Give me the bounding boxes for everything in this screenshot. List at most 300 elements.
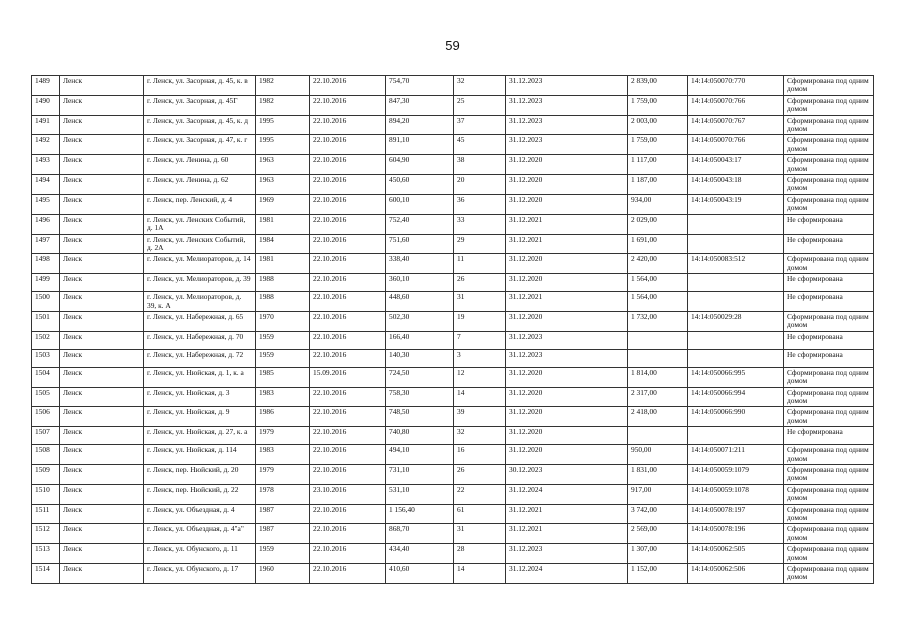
- residents-cell: 32: [454, 427, 506, 445]
- land-area-cell: 950,00: [628, 445, 688, 465]
- address-cell: г. Ленск, ул. Объездная, д. 4: [144, 504, 256, 524]
- build-year-cell: 1983: [256, 445, 310, 465]
- cadastral-number-cell: 14:14:050070:767: [688, 115, 784, 135]
- address-cell: г. Ленск, ул. Нюйская, д. 3: [144, 387, 256, 407]
- deadline-cell: 31.12.2020: [506, 194, 628, 214]
- date-cell: 22.10.2016: [310, 175, 386, 195]
- date-cell: 22.10.2016: [310, 544, 386, 564]
- table-row: [32, 311, 874, 331]
- land-status-cell: Не сформирована: [784, 292, 874, 312]
- land-status-cell: Сформирована под одним домом: [784, 564, 874, 584]
- deadline-cell: 31.12.2023: [506, 331, 628, 349]
- row-number-cell: 1502: [32, 331, 60, 349]
- cadastral-number-cell: 14:14:050062:506: [688, 564, 784, 584]
- land-area-cell: [628, 427, 688, 445]
- table-row: [32, 465, 874, 485]
- land-status-cell: Сформирована под одним домом: [784, 465, 874, 485]
- area-cell: 894,20: [386, 115, 454, 135]
- table-row: [32, 484, 874, 504]
- date-cell: 22.10.2016: [310, 524, 386, 544]
- address-cell: г. Ленск, ул. Мелиораторов, д. 39, к. А: [144, 292, 256, 312]
- locality-cell: Ленск: [60, 155, 144, 175]
- land-status-cell: Сформирована под одним домом: [784, 407, 874, 427]
- residents-cell: 25: [454, 95, 506, 115]
- locality-cell: Ленск: [60, 331, 144, 349]
- residents-cell: 36: [454, 194, 506, 214]
- row-number-cell: 1512: [32, 524, 60, 544]
- build-year-cell: 1988: [256, 274, 310, 292]
- locality-cell: Ленск: [60, 524, 144, 544]
- land-status-cell: Сформирована под одним домом: [784, 544, 874, 564]
- build-year-cell: 1960: [256, 564, 310, 584]
- date-cell: 22.10.2016: [310, 292, 386, 312]
- cadastral-number-cell: 14:14:050059:1078: [688, 484, 784, 504]
- locality-cell: Ленск: [60, 445, 144, 465]
- residents-cell: 45: [454, 135, 506, 155]
- land-area-cell: 1 564,00: [628, 292, 688, 312]
- cadastral-number-cell: 14:14:050083:512: [688, 254, 784, 274]
- table-row: [32, 95, 874, 115]
- locality-cell: Ленск: [60, 484, 144, 504]
- build-year-cell: 1963: [256, 175, 310, 195]
- land-status-cell: Сформирована под одним домом: [784, 387, 874, 407]
- row-number-cell: 1501: [32, 311, 60, 331]
- address-cell: г. Ленск, ул. Засорная, д. 47, к. г: [144, 135, 256, 155]
- deadline-cell: 31.12.2020: [506, 445, 628, 465]
- date-cell: 22.10.2016: [310, 564, 386, 584]
- date-cell: 22.10.2016: [310, 214, 386, 234]
- date-cell: 22.10.2016: [310, 95, 386, 115]
- land-status-cell: Не сформирована: [784, 234, 874, 254]
- land-status-cell: Сформирована под одним домом: [784, 76, 874, 96]
- locality-cell: Ленск: [60, 115, 144, 135]
- deadline-cell: 31.12.2020: [506, 175, 628, 195]
- build-year-cell: 1984: [256, 234, 310, 254]
- area-cell: 891,10: [386, 135, 454, 155]
- locality-cell: Ленск: [60, 387, 144, 407]
- date-cell: 22.10.2016: [310, 349, 386, 367]
- locality-cell: Ленск: [60, 175, 144, 195]
- address-cell: г. Ленск, ул. Набережная, д. 65: [144, 311, 256, 331]
- land-status-cell: Сформирована под одним домом: [784, 155, 874, 175]
- cadastral-number-cell: [688, 349, 784, 367]
- locality-cell: Ленск: [60, 234, 144, 254]
- address-cell: г. Ленск, ул. Ленских Событий, д. 1А: [144, 214, 256, 234]
- address-cell: г. Ленск, ул. Засорная, д. 45, к. д: [144, 115, 256, 135]
- locality-cell: Ленск: [60, 292, 144, 312]
- area-cell: 751,60: [386, 234, 454, 254]
- date-cell: 22.10.2016: [310, 274, 386, 292]
- address-cell: г. Ленск, пер. Нюйский, д. 22: [144, 484, 256, 504]
- cadastral-number-cell: 14:14:050078:196: [688, 524, 784, 544]
- cadastral-number-cell: 14:14:050059:1079: [688, 465, 784, 485]
- deadline-cell: 31.12.2023: [506, 76, 628, 96]
- deadline-cell: 31.12.2020: [506, 311, 628, 331]
- build-year-cell: 1982: [256, 76, 310, 96]
- land-status-cell: Сформирована под одним домом: [784, 135, 874, 155]
- deadline-cell: 31.12.2020: [506, 387, 628, 407]
- build-year-cell: 1981: [256, 214, 310, 234]
- date-cell: 23.10.2016: [310, 484, 386, 504]
- deadline-cell: 31.12.2021: [506, 504, 628, 524]
- locality-cell: Ленск: [60, 95, 144, 115]
- build-year-cell: 1963: [256, 155, 310, 175]
- cadastral-number-cell: 14:14:050066:994: [688, 387, 784, 407]
- land-status-cell: Не сформирована: [784, 331, 874, 349]
- build-year-cell: 1959: [256, 349, 310, 367]
- locality-cell: Ленск: [60, 194, 144, 214]
- date-cell: 22.10.2016: [310, 387, 386, 407]
- area-cell: 752,40: [386, 214, 454, 234]
- row-number-cell: 1508: [32, 445, 60, 465]
- area-cell: 847,30: [386, 95, 454, 115]
- locality-cell: Ленск: [60, 504, 144, 524]
- address-cell: г. Ленск, пер. Ленский, д. 4: [144, 194, 256, 214]
- residents-cell: 7: [454, 331, 506, 349]
- land-status-cell: Сформирована под одним домом: [784, 175, 874, 195]
- residents-cell: 33: [454, 214, 506, 234]
- land-area-cell: 1 564,00: [628, 274, 688, 292]
- row-number-cell: 1490: [32, 95, 60, 115]
- row-number-cell: 1511: [32, 504, 60, 524]
- address-cell: г. Ленск, ул. Нюйская, д. 9: [144, 407, 256, 427]
- address-cell: г. Ленск, ул. Набережная, д. 70: [144, 331, 256, 349]
- area-cell: 868,70: [386, 524, 454, 544]
- build-year-cell: 1986: [256, 407, 310, 427]
- land-area-cell: 2 029,00: [628, 214, 688, 234]
- locality-cell: Ленск: [60, 465, 144, 485]
- cadastral-number-cell: 14:14:050070:770: [688, 76, 784, 96]
- date-cell: 22.10.2016: [310, 311, 386, 331]
- deadline-cell: 31.12.2020: [506, 427, 628, 445]
- build-year-cell: 1983: [256, 387, 310, 407]
- row-number-cell: 1506: [32, 407, 60, 427]
- table-row: [32, 274, 874, 292]
- row-number-cell: 1491: [32, 115, 60, 135]
- land-area-cell: 1 187,00: [628, 175, 688, 195]
- residents-cell: 11: [454, 254, 506, 274]
- deadline-cell: 31.12.2023: [506, 115, 628, 135]
- deadline-cell: 31.12.2021: [506, 214, 628, 234]
- build-year-cell: 1978: [256, 484, 310, 504]
- area-cell: 731,10: [386, 465, 454, 485]
- land-area-cell: 934,00: [628, 194, 688, 214]
- table-row: [32, 387, 874, 407]
- table-row: [32, 367, 874, 387]
- deadline-cell: 31.12.2021: [506, 234, 628, 254]
- row-number-cell: 1513: [32, 544, 60, 564]
- land-area-cell: 1 691,00: [628, 234, 688, 254]
- area-cell: 450,60: [386, 175, 454, 195]
- cadastral-number-cell: [688, 234, 784, 254]
- table-row: [32, 524, 874, 544]
- land-area-cell: 1 759,00: [628, 95, 688, 115]
- cadastral-number-cell: 14:14:050066:990: [688, 407, 784, 427]
- deadline-cell: 31.12.2021: [506, 292, 628, 312]
- address-cell: г. Ленск, ул. Обунского, д. 17: [144, 564, 256, 584]
- row-number-cell: 1510: [32, 484, 60, 504]
- build-year-cell: 1985: [256, 367, 310, 387]
- date-cell: 22.10.2016: [310, 427, 386, 445]
- area-cell: 724,50: [386, 367, 454, 387]
- land-status-cell: Сформирована под одним домом: [784, 445, 874, 465]
- deadline-cell: 31.12.2020: [506, 407, 628, 427]
- build-year-cell: 1987: [256, 524, 310, 544]
- row-number-cell: 1496: [32, 214, 60, 234]
- residents-cell: 38: [454, 155, 506, 175]
- land-status-cell: Сформирована под одним домом: [784, 484, 874, 504]
- locality-cell: Ленск: [60, 254, 144, 274]
- address-cell: г. Ленск, ул. Набережная, д. 72: [144, 349, 256, 367]
- row-number-cell: 1514: [32, 564, 60, 584]
- area-cell: 434,40: [386, 544, 454, 564]
- deadline-cell: 31.12.2020: [506, 155, 628, 175]
- area-cell: 531,10: [386, 484, 454, 504]
- table-row: [32, 234, 874, 254]
- address-cell: г. Ленск, ул. Засорная, д. 45, к. в: [144, 76, 256, 96]
- land-status-cell: Не сформирована: [784, 427, 874, 445]
- table-row: [32, 564, 874, 584]
- row-number-cell: 1503: [32, 349, 60, 367]
- table-row: [32, 331, 874, 349]
- locality-cell: Ленск: [60, 407, 144, 427]
- locality-cell: Ленск: [60, 544, 144, 564]
- address-cell: г. Ленск, ул. Ленина, д. 60: [144, 155, 256, 175]
- residents-cell: 28: [454, 544, 506, 564]
- cadastral-number-cell: 14:14:050071:211: [688, 445, 784, 465]
- locality-cell: Ленск: [60, 367, 144, 387]
- land-area-cell: 1 759,00: [628, 135, 688, 155]
- build-year-cell: 1995: [256, 135, 310, 155]
- area-cell: 166,40: [386, 331, 454, 349]
- area-cell: 748,50: [386, 407, 454, 427]
- table-row: [32, 445, 874, 465]
- area-cell: 494,10: [386, 445, 454, 465]
- cadastral-number-cell: [688, 331, 784, 349]
- table-row: [32, 76, 874, 96]
- deadline-cell: 31.12.2021: [506, 524, 628, 544]
- deadline-cell: 31.12.2020: [506, 367, 628, 387]
- row-number-cell: 1505: [32, 387, 60, 407]
- build-year-cell: 1970: [256, 311, 310, 331]
- cadastral-number-cell: [688, 214, 784, 234]
- data-table: [31, 75, 874, 584]
- area-cell: 140,30: [386, 349, 454, 367]
- land-status-cell: Не сформирована: [784, 274, 874, 292]
- residents-cell: 22: [454, 484, 506, 504]
- address-cell: г. Ленск, ул. Мелиораторов, д. 14: [144, 254, 256, 274]
- row-number-cell: 1507: [32, 427, 60, 445]
- build-year-cell: 1988: [256, 292, 310, 312]
- address-cell: г. Ленск, ул. Нюйская, д. 114: [144, 445, 256, 465]
- date-cell: 22.10.2016: [310, 76, 386, 96]
- cadastral-number-cell: 14:14:050070:766: [688, 135, 784, 155]
- build-year-cell: 1979: [256, 465, 310, 485]
- cadastral-number-cell: 14:14:050029:28: [688, 311, 784, 331]
- deadline-cell: 31.12.2024: [506, 484, 628, 504]
- page-number: 59: [445, 38, 460, 53]
- table-row: [32, 349, 874, 367]
- cadastral-number-cell: 14:14:050062:505: [688, 544, 784, 564]
- land-area-cell: 2 418,00: [628, 407, 688, 427]
- date-cell: 22.10.2016: [310, 331, 386, 349]
- residents-cell: 61: [454, 504, 506, 524]
- table-row: [32, 135, 874, 155]
- area-cell: 604,90: [386, 155, 454, 175]
- area-cell: 448,60: [386, 292, 454, 312]
- land-area-cell: [628, 331, 688, 349]
- row-number-cell: 1489: [32, 76, 60, 96]
- build-year-cell: 1979: [256, 427, 310, 445]
- residents-cell: 31: [454, 524, 506, 544]
- deadline-cell: 31.12.2020: [506, 254, 628, 274]
- table-row: [32, 407, 874, 427]
- row-number-cell: 1504: [32, 367, 60, 387]
- table-row: [32, 292, 874, 312]
- address-cell: г. Ленск, пер. Нюйский, д. 20: [144, 465, 256, 485]
- area-cell: 740,80: [386, 427, 454, 445]
- residents-cell: 19: [454, 311, 506, 331]
- cadastral-number-cell: [688, 292, 784, 312]
- land-status-cell: Сформирована под одним домом: [784, 115, 874, 135]
- cadastral-number-cell: 14:14:050078:197: [688, 504, 784, 524]
- address-cell: г. Ленск, ул. Мелиораторов, д. 39: [144, 274, 256, 292]
- locality-cell: Ленск: [60, 274, 144, 292]
- table-row: [32, 194, 874, 214]
- land-area-cell: 1 814,00: [628, 367, 688, 387]
- locality-cell: Ленск: [60, 311, 144, 331]
- table-row: [32, 175, 874, 195]
- table-row: [32, 155, 874, 175]
- table-row: [32, 544, 874, 564]
- land-area-cell: 2 003,00: [628, 115, 688, 135]
- address-cell: г. Ленск, ул. Ленских Событий, д. 2А: [144, 234, 256, 254]
- locality-cell: Ленск: [60, 76, 144, 96]
- land-area-cell: 2 569,00: [628, 524, 688, 544]
- area-cell: 754,70: [386, 76, 454, 96]
- date-cell: 22.10.2016: [310, 155, 386, 175]
- deadline-cell: 31.12.2023: [506, 349, 628, 367]
- locality-cell: Ленск: [60, 135, 144, 155]
- locality-cell: Ленск: [60, 349, 144, 367]
- area-cell: 758,30: [386, 387, 454, 407]
- residents-cell: 12: [454, 367, 506, 387]
- land-area-cell: 917,00: [628, 484, 688, 504]
- locality-cell: Ленск: [60, 427, 144, 445]
- row-number-cell: 1509: [32, 465, 60, 485]
- date-cell: 22.10.2016: [310, 465, 386, 485]
- residents-cell: 29: [454, 234, 506, 254]
- row-number-cell: 1499: [32, 274, 60, 292]
- table-row: [32, 115, 874, 135]
- land-area-cell: 2 317,00: [628, 387, 688, 407]
- cadastral-number-cell: 14:14:050070:766: [688, 95, 784, 115]
- land-status-cell: Сформирована под одним домом: [784, 254, 874, 274]
- locality-cell: Ленск: [60, 214, 144, 234]
- table-row: [32, 214, 874, 234]
- date-cell: 22.10.2016: [310, 504, 386, 524]
- area-cell: 360,10: [386, 274, 454, 292]
- area-cell: 1 156,40: [386, 504, 454, 524]
- cadastral-number-cell: 14:14:050043:17: [688, 155, 784, 175]
- land-area-cell: 1 117,00: [628, 155, 688, 175]
- land-status-cell: Сформирована под одним домом: [784, 194, 874, 214]
- land-status-cell: Сформирована под одним домом: [784, 311, 874, 331]
- date-cell: 22.10.2016: [310, 194, 386, 214]
- build-year-cell: 1959: [256, 331, 310, 349]
- cadastral-number-cell: [688, 274, 784, 292]
- land-area-cell: 3 742,00: [628, 504, 688, 524]
- deadline-cell: 31.12.2023: [506, 95, 628, 115]
- address-cell: г. Ленск, ул. Засорная, д. 45Г: [144, 95, 256, 115]
- row-number-cell: 1495: [32, 194, 60, 214]
- residents-cell: 31: [454, 292, 506, 312]
- residents-cell: 39: [454, 407, 506, 427]
- residents-cell: 37: [454, 115, 506, 135]
- residents-cell: 26: [454, 274, 506, 292]
- date-cell: 22.10.2016: [310, 115, 386, 135]
- deadline-cell: 31.12.2024: [506, 564, 628, 584]
- deadline-cell: 31.12.2023: [506, 135, 628, 155]
- land-area-cell: 1 307,00: [628, 544, 688, 564]
- land-area-cell: 2 839,00: [628, 76, 688, 96]
- land-status-cell: Сформирована под одним домом: [784, 524, 874, 544]
- residents-cell: 20: [454, 175, 506, 195]
- build-year-cell: 1969: [256, 194, 310, 214]
- area-cell: 338,40: [386, 254, 454, 274]
- land-area-cell: 1 152,00: [628, 564, 688, 584]
- address-cell: г. Ленск, ул. Нюйская, д. 27, к. а: [144, 427, 256, 445]
- residents-cell: 26: [454, 465, 506, 485]
- cadastral-number-cell: 14:14:050043:18: [688, 175, 784, 195]
- residents-cell: 16: [454, 445, 506, 465]
- table-row: [32, 427, 874, 445]
- deadline-cell: 30.12.2023: [506, 465, 628, 485]
- build-year-cell: 1959: [256, 544, 310, 564]
- date-cell: 22.10.2016: [310, 407, 386, 427]
- row-number-cell: 1494: [32, 175, 60, 195]
- land-status-cell: Не сформирована: [784, 214, 874, 234]
- row-number-cell: 1493: [32, 155, 60, 175]
- land-area-cell: 1 732,00: [628, 311, 688, 331]
- cadastral-number-cell: [688, 427, 784, 445]
- row-number-cell: 1497: [32, 234, 60, 254]
- row-number-cell: 1500: [32, 292, 60, 312]
- address-cell: г. Ленск, ул. Обунского, д. 11: [144, 544, 256, 564]
- address-cell: г. Ленск, ул. Объездная, д. 4"а": [144, 524, 256, 544]
- table-row: [32, 504, 874, 524]
- date-cell: 22.10.2016: [310, 445, 386, 465]
- address-cell: г. Ленск, ул. Ленина, д. 62: [144, 175, 256, 195]
- land-area-cell: 1 831,00: [628, 465, 688, 485]
- date-cell: 22.10.2016: [310, 234, 386, 254]
- residents-cell: 14: [454, 387, 506, 407]
- build-year-cell: 1995: [256, 115, 310, 135]
- residents-cell: 14: [454, 564, 506, 584]
- table-row: [32, 254, 874, 274]
- row-number-cell: 1498: [32, 254, 60, 274]
- date-cell: 15.09.2016: [310, 367, 386, 387]
- residents-cell: 3: [454, 349, 506, 367]
- address-cell: г. Ленск, ул. Нюйская, д. 1, к. а: [144, 367, 256, 387]
- row-number-cell: 1492: [32, 135, 60, 155]
- deadline-cell: 31.12.2023: [506, 544, 628, 564]
- locality-cell: Ленск: [60, 564, 144, 584]
- residents-cell: 32: [454, 76, 506, 96]
- area-cell: 410,60: [386, 564, 454, 584]
- build-year-cell: 1981: [256, 254, 310, 274]
- land-status-cell: Не сформирована: [784, 349, 874, 367]
